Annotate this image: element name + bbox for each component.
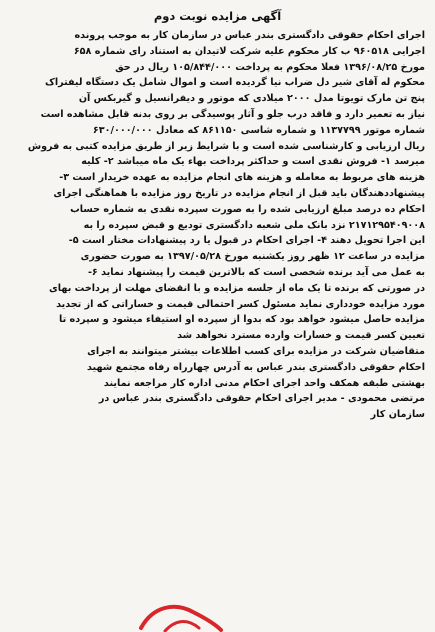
- notice-line: هزینه های مربوط به معامله و هزینه های انجام مزایده به عهده خریدار است ۳-: [59, 172, 425, 184]
- notice-line: سازمان کار: [370, 409, 425, 421]
- notice-line: متقاضیان شرکت در مزایده برای کسب اطلاعات بیشتر میتوانند به اجرای: [87, 345, 425, 357]
- notice-line: ریال ارزیابی و کارشناسی شده است و با شرایط زیر از طریق مزایده کتبی به فروش: [27, 140, 425, 152]
- notice-line: احکام حقوقی دادگستری بندر عباس به آدرس چهارراه رفاه مجتمع شهید: [87, 361, 425, 373]
- notice-line: در صورتی که برنده تا یک ماه از جلسه مزایده و با انقضای مهلت از پرداخت بهای: [49, 282, 425, 294]
- notice-line: نیاز به تعمیر دارد و فاقد درب جلو و آثار پوسیدگی بر روی بدنه قابل مشاهده است: [40, 108, 425, 120]
- notice-line: اجرایی ۹۶۰۵۱۸ ب کار محکوم علیه شرکت لاتیدان به استناد رای شماره ۶۵۸: [73, 45, 425, 57]
- notice-line: مزایده در ساعت ۱۲ ظهر روز یکشنبه مورخ ۱۳۹۷/۰۵/۲۸ به صورت حضوری: [80, 251, 425, 263]
- notice-line: این اجرا تحویل دهند ۴- اجرای احکام در قبول یا رد پیشنهادات مختار است ۵-: [68, 235, 425, 247]
- notice-line: مورخ ۱۳۹۶/۰۸/۲۵ فعلا محکوم به پرداخت ۱۰۵/۸۴۴/۰۰۰ ریال در حق: [115, 61, 425, 73]
- notice-line: ۲۱۷۱۲۹۵۴۰۹۰۰۸ نزد بانک ملی شعبه دادگستری تودیع و قبض سپرده را به: [83, 219, 425, 231]
- notice-line: مرتضی محمودی - مدیر اجرای احکام حقوقی دادگستری بندر عباس در: [98, 393, 425, 405]
- notice-line: پنج تن مارک تویوتا مدل ۲۰۰۰ میلادی که موتور و دیفرانسیل و گیربکس آن: [78, 93, 425, 105]
- notice-line: مورد مزایده خودداری نماید مسئول کسر احتمالی قیمت و خساراتی که از تجدید: [56, 298, 425, 310]
- notice-line: شماره موتور ۱۱۳۷۷۹۹ و شماره شاسی ۸۶۱۱۵۰ که معادل ۶۳۰/۰۰۰/۰۰۰: [92, 124, 425, 136]
- notice-line: اجرای احکام حقوقی دادگستری بندر عباس در سازمان کار به موجب پرونده: [74, 30, 425, 41]
- notice-line: مزایده حاصل میشود خواهد بود که بدوا از سپرده او استیفاء میشود و سپرده تا: [59, 314, 425, 326]
- notice-line: احکام ده درصد مبلغ ارزیابی شده را به صورت سپرده نقدی به شماره حساب: [70, 203, 425, 215]
- notice-line: به عمل می آید برنده شخصی است که بالاترین قیمت را پیشنهاد نماید ۶-: [87, 266, 425, 278]
- notice-body: [10, 28, 425, 423]
- notice-line: بهشتی طبقه همکف واحد اجرای احکام مدنی اداره کار مراجعه نمایند: [103, 377, 425, 389]
- notice-line: محکوم له آقای شیر دل ضراب نیا گردیده است و اموال شامل یک دستگاه لیفتراک: [45, 77, 425, 89]
- notice-title: آگهی مزایده نوبت دوم: [153, 9, 282, 23]
- notice-line: تعیین کسر قیمت و خسارات وارده مسترد نخواهد شد: [177, 330, 425, 342]
- red-stamp-mark: [135, 598, 225, 632]
- notice-line: میرسد ۱- فروش نقدی است و حداکثر پرداخت بهاء یک ماه میباشد ۲- کلیه: [81, 156, 425, 168]
- notice-line: پیشنهاددهندگان باید قبل از انجام مزایده در تاریخ روز مزایده با هماهنگی اجرای: [53, 187, 425, 199]
